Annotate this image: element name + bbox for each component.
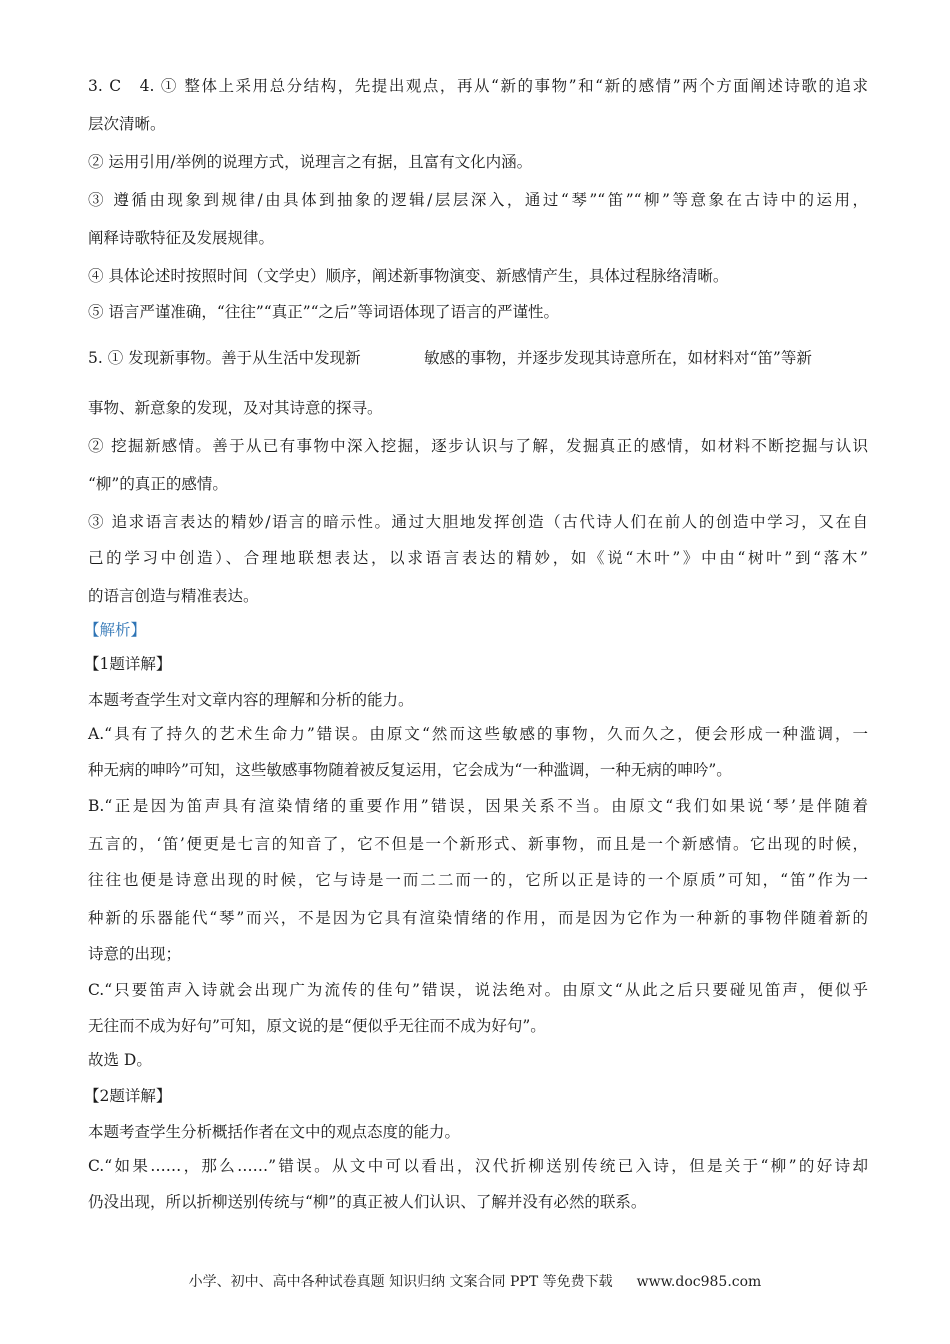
footer-text: 小学、初中、高中各种试卷真题 知识归纳 文案合同 PPT 等免费下载 [188,1274,613,1290]
answer-5-point-3: ③ 追求语言表达的精妙/语言的暗示性。通过大胆地发挥创造（古代诗人们在前人的创造中学习，又在自 [88,513,868,531]
answer-3-4-line-1: 3. C 4. ① 整体上采用总分结构，先提出观点，再从“新的事物”和“新的感情”两个方面阐述诗歌的追求 [88,77,868,95]
q1-option-c: C.“只要笛声入诗就会出现广为流传的佳句”错误，说法绝对。由原文“从此之后只要碰见笛声，便似乎 [88,981,868,999]
answer-5-point-1-start: 5. ① 发现新事物。善于从生活中发现新 [88,349,361,367]
q1-option-a-cont: 种无病的呻吟”可知，这些敏感事物随着被反复运用，它会成为“一种滥调，一种无病的呻吟”。 [88,761,732,779]
q1-detail-heading: 【1题详解】 [84,655,172,673]
answer-4-point-3-cont: 阐释诗歌特征及发展规律。 [88,229,275,247]
q1-intro: 本题考查学生对文章内容的理解和分析的能力。 [88,691,414,709]
q1-option-b-cont-4: 诗意的出现； [88,945,182,963]
answer-4-point-2: ② 运用引用/举例的说理方式，说理言之有据，且富有文化内涵。 [88,153,533,171]
q1-option-c-cont: 无往而不成为好句”可知，原文说的是“便似乎无往而不成为好句”。 [88,1017,546,1035]
answer-4-point-3: ③ 遵循由现象到规律/由具体到抽象的逻辑/层层深入，通过“琴”“笛”“柳”等意象在古诗中的运用， [88,191,868,209]
q2-option-c-cont: 仍没出现，所以折柳送别传统与“柳”的真正被人们认识、了解并没有必然的联系。 [88,1193,647,1211]
analysis-heading: 【解析】 [84,621,147,639]
q1-option-a: A.“具有了持久的艺术生命力”错误。由原文“然而这些敏感的事物，久而久之，便会形成一种滥调，一 [88,725,868,743]
q1-option-b-cont-3: 种新的乐器能代“琴”而兴，不是因为它具有渲染情绪的作用，而是因为它作为一种新的事物伴随着新的 [88,909,868,927]
answer-5-point-1-cont: 事物、新意象的发现，及对其诗意的探寻。 [88,399,383,417]
q1-option-b-cont-2: 往往也便是诗意出现的时候，它与诗是一而二二而一的，它所以正是诗的一个原质”可知，“笛”作为一 [88,871,868,889]
q1-answer: 故选 D。 [88,1051,152,1069]
answer-4-point-5: ⑤ 语言严谨准确，“往往”“真正”“之后”等词语体现了语言的严谨性。 [88,303,559,321]
answer-5-point-3-cont-1: 己的学习中创造）、合理地联想表达，以求语言表达的精妙，如《说“木叶”》中由“树叶”到“落木” [88,549,868,567]
answer-4-point-4: ④ 具体论述时按照时间（文学史）顺序，阐述新事物演变、新感情产生，具体过程脉络清晰。 [88,267,729,285]
footer-site-link[interactable]: www.doc985.com [636,1274,762,1290]
answer-5-point-2: ② 挖掘新感情。善于从已有事物中深入挖掘，逐步认识与了解，发掘真正的感情，如材料不断挖掘与认识 [88,437,868,455]
answer-4-line-2: 层次清晰。 [88,115,166,133]
answer-5-point-3-cont-2: 的语言创造与精准表达。 [88,587,259,605]
q2-option-c: C.“如果……，那么……”错误。从文中可以看出，汉代折柳送别传统已入诗，但是关于“柳”的好诗却 [88,1157,868,1175]
q1-option-b: B.“正是因为笛声具有渲染情绪的重要作用”错误，因果关系不当。由原文“我们如果说‘琴’是伴随着 [88,797,868,815]
answer-5-point-2-cont: “柳”的真正的感情。 [88,475,228,493]
answer-5-point-1-rest: 敏感的事物，并逐步发现其诗意所在，如材料对“笛”等新 [424,349,812,367]
page-footer [0,1271,950,1291]
q2-detail-heading: 【2题详解】 [84,1087,172,1105]
q1-option-b-cont-1: 五言的，‘笛’便更是七言的知音了，它不但是一个新形式、新事物，而且是一个新感情。它出现的时候， [88,835,868,853]
q2-intro: 本题考查学生分析概括作者在文中的观点态度的能力。 [88,1123,461,1141]
